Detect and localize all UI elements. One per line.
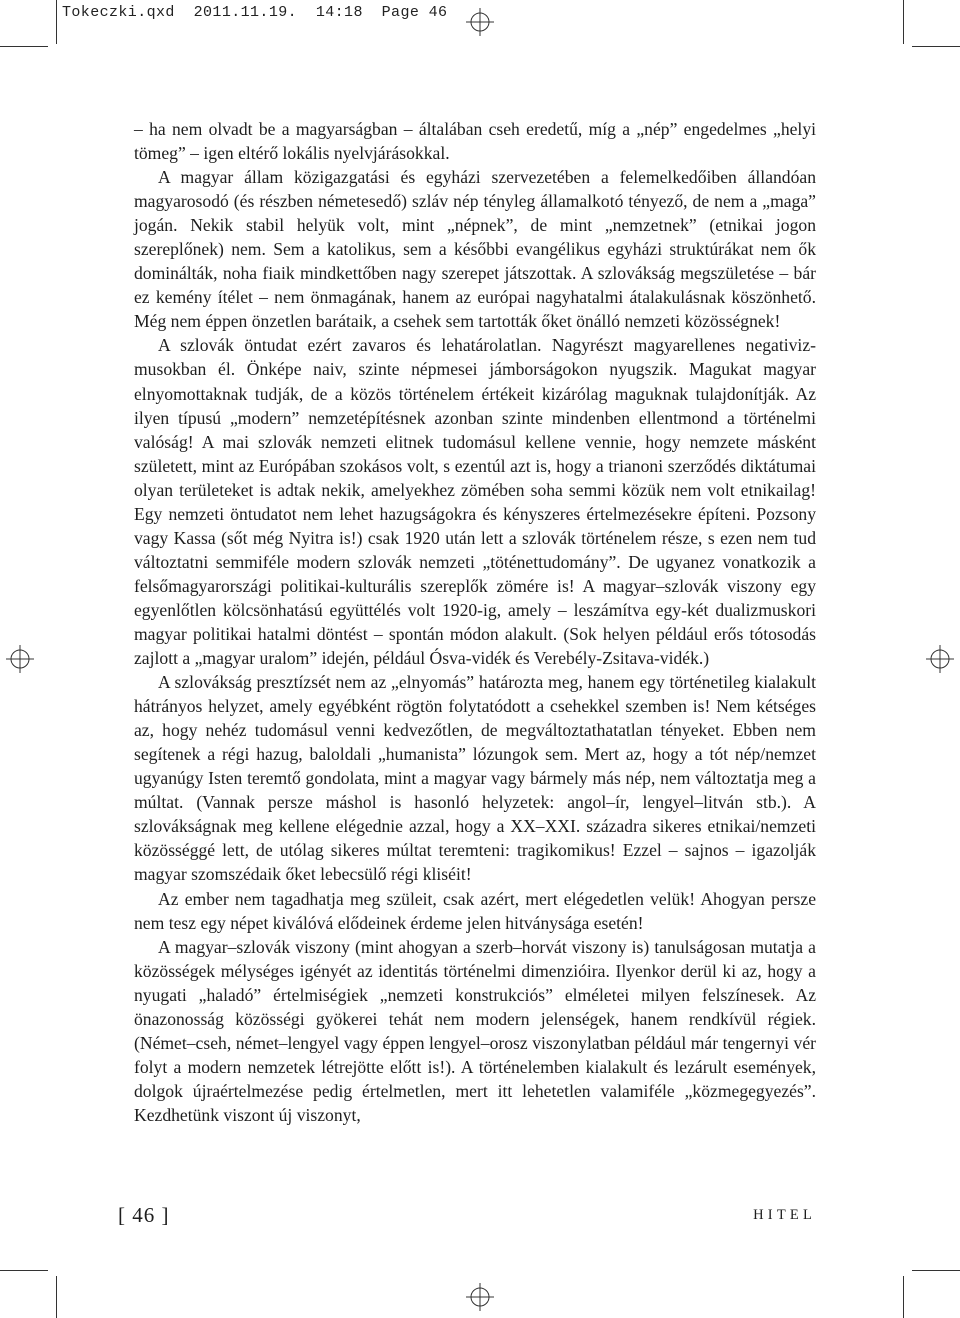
registration-mark-icon xyxy=(466,8,494,36)
registration-mark-icon xyxy=(466,1283,494,1311)
paragraph: – ha nem olvadt be a magyarságban – általában cseh eredetű, míg a „nép” engedelmes „helyi tömeg” – igen eltérő lokális nyelvjárásokkal. xyxy=(134,119,816,164)
registration-mark-icon xyxy=(6,645,34,673)
crop-mark-top-left xyxy=(56,0,57,44)
crop-mark-top-right xyxy=(903,0,904,44)
paragraph: Az ember nem tagadhatja meg szüleit, csak azért, mert elégedetlen velük! Ahogyan persze nem tesz egy népet kiválóvá elődeinek érdeme jelen hitványsága esetén! xyxy=(134,888,816,933)
journal-title: HITEL xyxy=(753,1207,816,1223)
crop-mark-left-top xyxy=(0,46,48,47)
crop-mark-left-bottom xyxy=(0,1270,48,1271)
page-number: [ 46 ] xyxy=(118,1203,170,1227)
paragraph: A magyar–szlovák viszony (mint ahogyan a szerb–horvát viszony is) tanulságosan mutatja a közösségek mélységes igényét az identitás történelmi dimenzióira. Ilyenkor derül ki az, hogy a nyugati „haladó” értelmiségiek „nemzeti konstrukciós” elméletei milyen felszínesek. Az önazonosság közösségi gyökerei tehát nem modern jelenségek, hanem rendkívül régiek. (Német–cseh, német–lengyel vagy éppen lengyel–orosz viszonylatban például már tengernyi vér folyt a modern nemzetek létrejötte előtt is!). A történelemben kialakult és lezárult események, dolgok újraértelmezése pedig értelmetlen, mert itt lehetetlen valamiféle „közmegegyezés”. Kezdhetünk viszont új viszonyt, xyxy=(134,936,816,1125)
crop-mark-right-top xyxy=(912,46,960,47)
file-slug: Tokeczki.qxd 2011.11.19. 14:18 Page 46 xyxy=(62,4,448,21)
crop-mark-bottom-right xyxy=(903,1276,904,1318)
paragraph: A szlovák öntudat ezért zavaros és lehatárolatlan. Nagyrészt magyarellenes negativizmusokban él. Önképe naiv, szinte népmesei jámborságokon nyugszik. Magukat magyar elnyomottaknak tudják, de a közös történelem értékeit kizárólag maguknak tulajdonítják. Az ilyen típusú „modern” nemzetépítésnek azonban szinte mindenben ellentmond a történelmi valóság! A mai szlovák nemzeti elitnek tudomásul kellene vennie, hogy nemzete másként született, mint az Európában szokásos volt, s ezentúl azt is, hogy a trianoni szerződés diktátumai olyan területeket is adtak nekik, amelyekhez zömében soha semmi közük nem volt etnikailag! Egy nemzeti öntudatot nem lehet hazugságokra és kényszeres értelmezésekre építeni. Pozsony vagy Kassa (sőt még Nyitra is!) csak 1920 után lett a szlovák történelem része, s ezen nem tud változtatni semmiféle modern szlovák nemzeti „töténettudomány”. De ugyanez vonatkozik a felsőmagyarországi politikai-kulturális szereplők zömére is! A magyar–szlovák viszony egy egyenlőtlen kölcsönhatású együttélés volt 1920-ig, amely – leszámítva egy-két dualizmuskori magyar politikai hatalmi döntést – spontán módon alakult. (Sok helyen például erős tótosodás zajlott a „magyar uralom” idején, például Ósva-vidék és Verebély-Zsitava-vidék.) xyxy=(134,335,816,669)
paragraph: A magyar állam közigazgatási és egyházi szervezetében a felemelkedőiben állandóan magyarosodó (és részben németesedő) szláv nép tényleg államalkotó tényező, de nem a „maga” jogán. Nekik stabil helyük volt, mint „népnek”, de mint „nemzetnek” (etnikai jogon szereplőnek) nem. Sem a katolikus, sem a későbbi evangélikus egyházi struktúrákat nem ők dominálták, noha fiaik mindkettőben nagy szerepet játszottak. A szlovákság megszületése – bár ez kemény ítélet – nem önmagának, hanem az európai nagyhatalmi átalakulásnak köszönhető. Még nem éppen önzetlen barátaik, a csehek sem tartották őket önálló nemzeti közösségnek! xyxy=(134,167,816,332)
article-body xyxy=(134,117,816,1127)
paragraph: A szlovákság presztízsét nem az „elnyomás” határozta meg, hanem egy történetileg kialakult hátrányos helyzet, amely egyébként rögtön folytatódott a csehekkel szemben is! Nem kétséges az, hogy nehéz tudomásul venni kedvezőtlen, de megváltoztathatatlan tényeket. Ebben nem segítenek a régi hazug, baloldali „humanista” lózungok sem. Mert az, hogy a tót nép/nemzet ugyanúgy Isten teremtő gondolata, mint a magyar vagy bármely más nép, nem változtatja meg a múltat. (Vannak persze máshol is hasonló helyzetek: angol–ír, lengyel–litván stb.). A szlovákságnak meg kellene elégednie azzal, hogy a XX–XXI. századra sikeres etnikai/nemzeti közösséggé lett, de utólag sikeres múltat teremteni: tragikomikus! Ezzel – sajnos – igazolják magyar szomszédaik őket lebecsülő régi kliséit! xyxy=(134,672,816,885)
registration-mark-icon xyxy=(926,645,954,673)
crop-mark-bottom-left xyxy=(56,1276,57,1318)
crop-mark-right-bottom xyxy=(912,1270,960,1271)
